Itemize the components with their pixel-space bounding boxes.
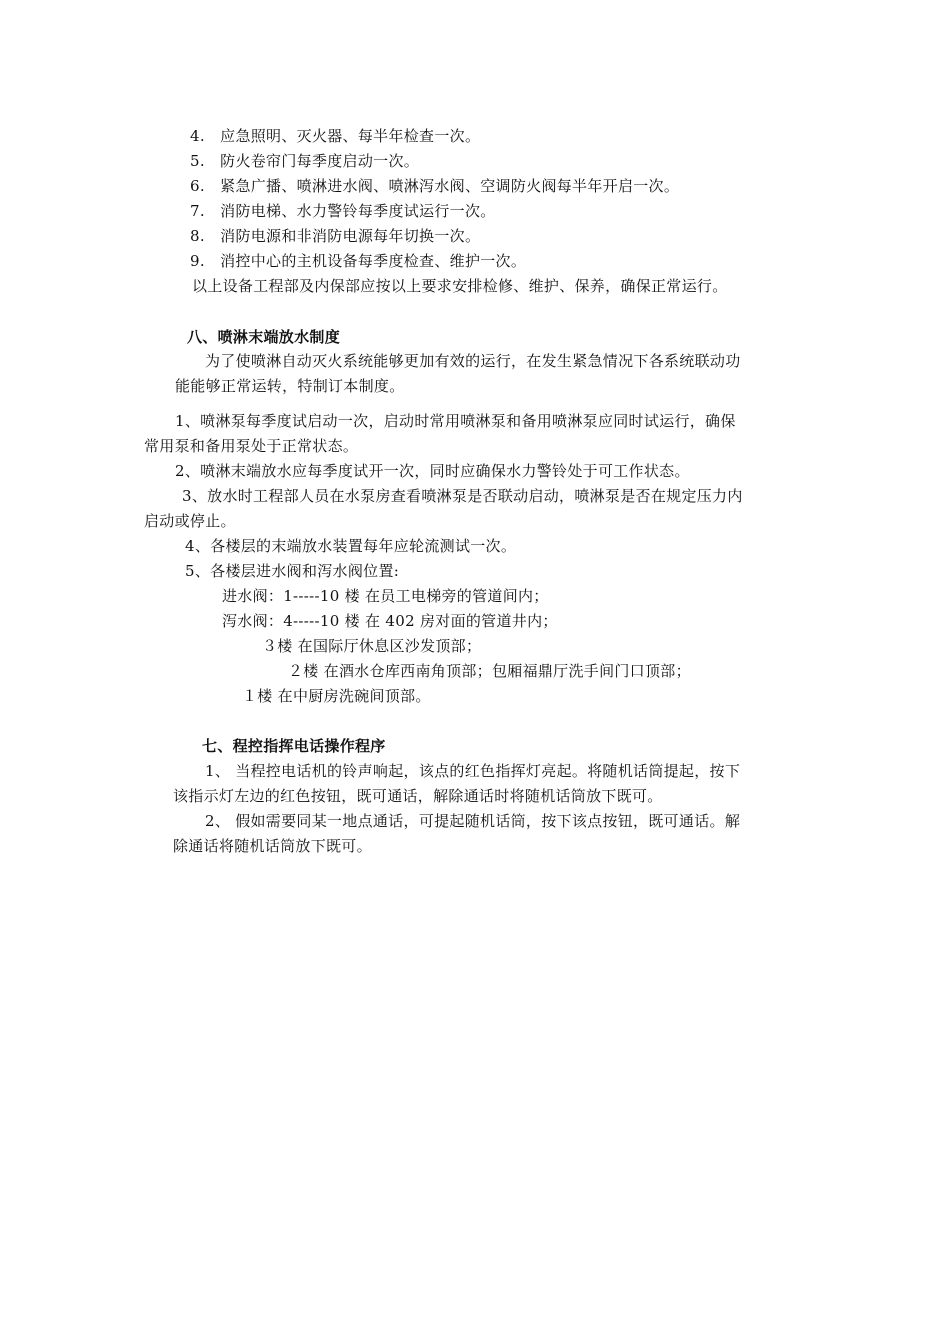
list-item — [190, 251, 526, 271]
item-number: 5. — [190, 152, 205, 170]
section-8-item-1-line-2: 常用泵和备用泵处于正常状态。 — [144, 437, 359, 455]
section-8-intro-line-1: 为了使喷淋自动灭火系统能够更加有效的运行，在发生紧急情况下各系统联动功 — [205, 352, 741, 370]
section-8-item-1-line-1: 1、喷淋泵每季度试启动一次，启动时常用喷淋泵和备用喷淋泵应同时试运行，确保 — [175, 412, 736, 430]
section-8-item-2: 2、喷淋末端放水应每季度试开一次，同时应确保水力警铃处于可工作状态。 — [175, 462, 690, 480]
section-7-item-1-line-2: 该指示灯左边的红色按钮，既可通话，解除通话时将随机话筒放下既可。 — [173, 787, 663, 805]
section-8-item-5: 5、各楼层进水阀和泻水阀位置: — [185, 562, 400, 580]
list-item — [190, 151, 419, 171]
section-7-item-1-line-1: 1、 当程控电话机的铃声响起，该点的红色指挥灯亮起。将随机话筒提起，按下 — [205, 762, 741, 780]
section-8-item-3-line-2: 启动或停止。 — [144, 512, 236, 530]
section-7-item-2-line-2: 除通话将随机话筒放下既可。 — [173, 837, 372, 855]
item-number: 4. — [190, 127, 205, 145]
floor-3-location: ３楼 在国际厅休息区沙发顶部； — [262, 637, 482, 655]
section-7-title: 七、程控指挥电话操作程序 — [202, 737, 386, 755]
section-7-item-2-line-1: 2、 假如需要同某一地点通话，可提起随机话筒，按下该点按钮，既可通话。解 — [205, 812, 741, 830]
inlet-valve-location: 进水阀：1-----10 楼 在员工电梯旁的管道间内； — [222, 587, 549, 605]
list-item — [190, 126, 480, 146]
item-text: 防火卷帘门每季度启动一次。 — [220, 152, 420, 170]
list-item — [190, 201, 496, 221]
floor-1-location: １楼 在中厨房洗碗间顶部。 — [242, 687, 431, 705]
list-item — [190, 176, 679, 196]
item-text: 消防电梯、水力警铃每季度试运行一次。 — [220, 202, 496, 220]
item-number: 6. — [190, 177, 205, 195]
item-number: 8. — [190, 227, 205, 245]
section-8-title: 八、喷淋末端放水制度 — [187, 328, 341, 346]
item-text: 消控中心的主机设备每季度检查、维护一次。 — [220, 252, 527, 270]
item-text: 紧急广播、喷淋进水阀、喷淋泻水阀、空调防火阀每半年开启一次。 — [220, 177, 680, 195]
item-number: 9. — [190, 252, 205, 270]
section-8-item-4: 4、各楼层的末端放水装置每年应轮流测试一次。 — [185, 537, 517, 555]
floor-2-location: ２楼 在酒水仓库西南角顶部；包厢福鼎厅洗手间门口顶部； — [288, 662, 691, 680]
section-8-item-3-line-1: 3、放水时工程部人员在水泵房查看喷淋泵是否联动启动，喷淋泵是否在规定压力内 — [182, 487, 743, 505]
item-number: 7. — [190, 202, 205, 220]
section-8-intro-line-2: 能能够正常运转，特制订本制度。 — [175, 377, 405, 395]
summary-text: 以上设备工程部及内保部应按以上要求安排检修、维护、保养，确保正常运行。 — [192, 277, 728, 295]
item-text: 消防电源和非消防电源每年切换一次。 — [220, 227, 481, 245]
item-text: 应急照明、灭火器、每半年检查一次。 — [220, 127, 481, 145]
drain-valve-location: 泻水阀：4-----10 楼 在 402 房对面的管道井内； — [222, 612, 558, 630]
list-item — [190, 226, 480, 246]
